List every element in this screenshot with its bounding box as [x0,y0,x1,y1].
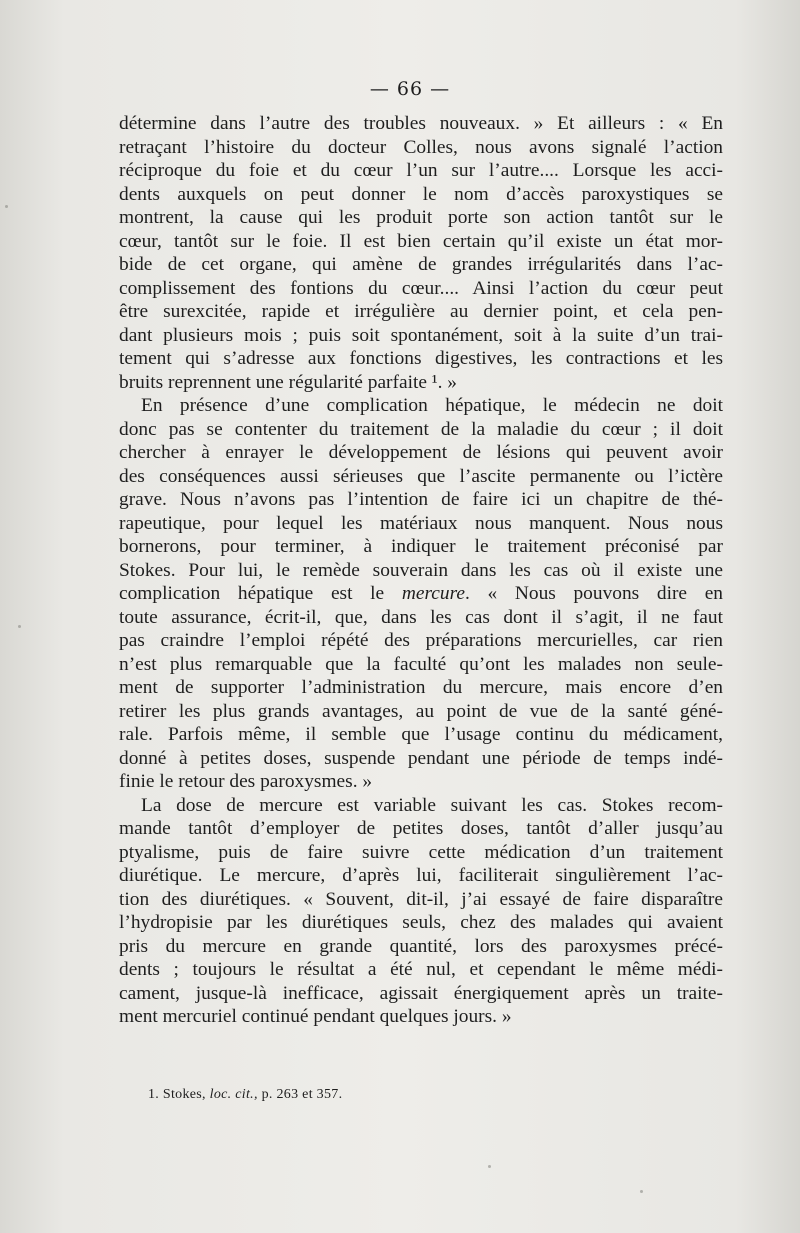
text-line: pris du mercure en grande quantité, lors des paroxysmes précé- [119,935,723,957]
text-line: rapeutique, pour lequel les matériaux nous manquent. Nous nous [119,512,723,534]
text-line: dents auxquels on peut donner le nom d’accès paroxystiques se [119,183,723,205]
footnote [148,1087,342,1103]
footnote-pages: p. 263 et 357. [261,1087,343,1102]
text-line: Stokes. Pour lui, le remède souverain dans les cas où il existe une [119,559,723,581]
text-line: grave. Nous n’avons pas l’intention de faire ici un chapitre de thé- [119,489,723,510]
text-line: montrent, la cause qui les produit porte son action tantôt sur le [119,207,723,228]
text-line: donné à petites doses, suspende pendant une période de temps indé- [119,747,723,769]
paper-speck [18,625,21,628]
text-line: La dose de mercure est variable suivant les cas. Stokes recom- [141,794,723,816]
paragraph-3 [119,794,723,1029]
text-line: bruits reprennent une régularité parfaite ¹. » [119,371,458,393]
text-line: donc pas se contenter du traitement de la maladie du cœur ; il doit [119,418,723,440]
text-line: cament, jusque-là inefficace, agissait énergiquement après un traite- [119,982,723,1004]
text-line: En présence d’une complication hépatique, le médecin ne doit [141,395,723,416]
body-text [119,112,723,1029]
text-line: pas craindre l’emploi répété des préparations mercurielles, car rien [119,630,723,651]
text-line: n’est plus remarquable que la faculté qu’ont les malades non seule- [119,653,723,675]
text-line: ptyalisme, puis de faire suivre cette médication d’un traitement [119,841,723,863]
text-line: réciproque du foie et du cœur l’un sur l’autre.... Lorsque les acci- [119,160,723,181]
text-line: retraçant l’histoire du docteur Colles, nous avons signalé l’action [119,136,723,158]
text-line: ment mercuriel continué pendant quelques jours. » [119,1006,512,1027]
footnote-marker: 1. Stokes, [148,1087,206,1102]
text-line: des conséquences aussi sérieuses que l’ascite permanente ou l’ictère [119,465,723,487]
paper-speck [640,1190,643,1193]
text-line: complissement des fontions du cœur.... Ainsi l’action du cœur peut [119,277,723,299]
text-line: retirer les plus grands avantages, au point de vue de la santé géné- [119,700,723,722]
text-line: rale. Parfois même, il semble que l’usage continu du médicament, [119,724,723,745]
text-line: bide de cet organe, qui amène de grandes irrégularités dans l’ac- [119,254,723,275]
page-number: — 66 — [369,78,451,100]
text-line: complication hépatique est le mercure. « Nous pouvons dire en [119,583,723,604]
text-line: diurétique. Le mercure, d’après lui, faciliterait singulièrement l’ac- [119,865,723,886]
text-line: détermine dans l’autre des troubles nouveaux. » Et ailleurs : « En [119,113,723,134]
text-line: tement qui s’adresse aux fonctions digestives, les contractions et les [119,348,723,369]
text-line: bornerons, pour terminer, à indiquer le traitement préconisé par [119,536,723,557]
paragraph-1 [119,112,723,394]
text-line: l’hydropisie par les diurétiques seuls, chez des malades qui avaient [119,912,723,933]
text-line: être surexcitée, rapide et irrégulière au dernier point, et cela pen- [119,301,723,322]
text-line: dant plusieurs mois ; puis soit spontanément, soit à la suite d’un trai- [119,324,723,346]
text-line: mande tantôt d’employer de petites doses, tantôt d’aller jusqu’au [119,818,723,839]
text-line: toute assurance, écrit-il, que, dans les cas dont il s’agit, il ne faut [119,606,723,628]
paragraph-2 [119,394,723,794]
paper-speck [5,205,8,208]
text-line: dents ; toujours le résultat a été nul, et cependant le même médi- [119,959,723,980]
text-line: tion des diurétiques. « Souvent, dit-il, j’ai essayé de faire disparaître [119,888,723,910]
paper-speck [488,1165,491,1168]
text-line: finie le retour des paroxysmes. » [119,771,373,792]
footnote-reference: loc. cit., [209,1087,258,1102]
text-line: cœur, tantôt sur le foie. Il est bien certain qu’il existe un état mor- [119,230,723,252]
text-line: chercher à enrayer le développement de lésions qui peuvent avoir [119,442,723,463]
text-line: ment de supporter l’administration du mercure, mais encore d’en [119,677,723,698]
